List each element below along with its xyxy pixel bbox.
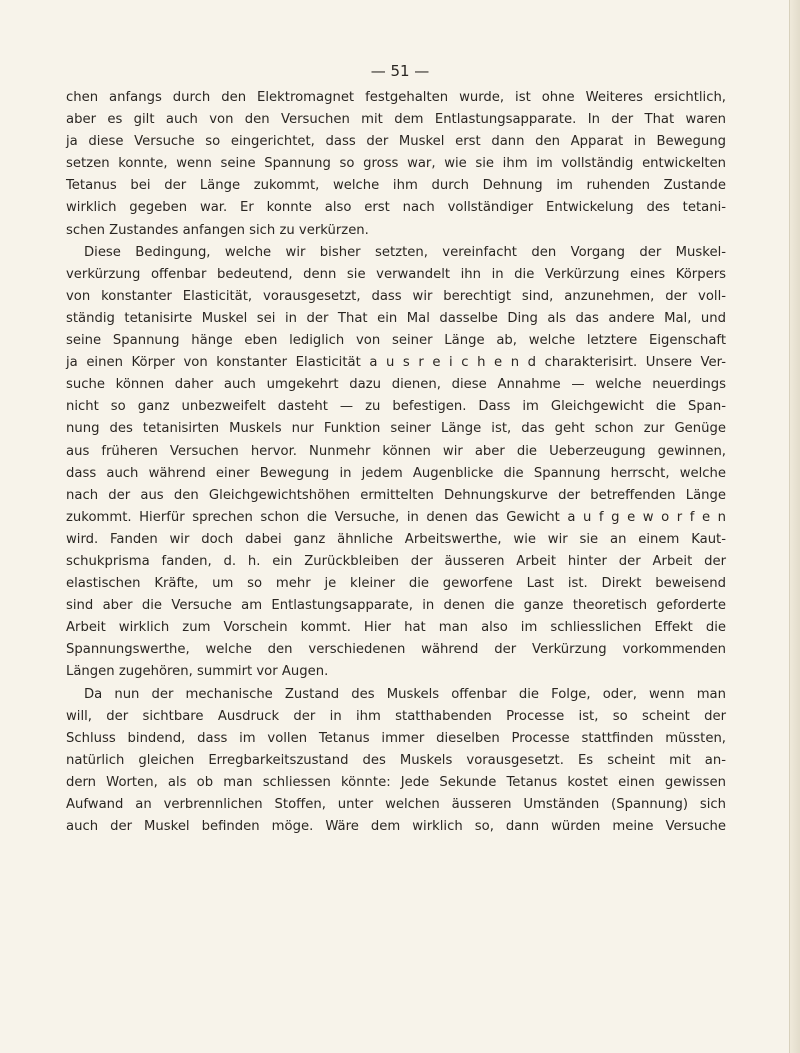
text-line: Aufwand an verbrennlichen Stoffen, unter welchen äusseren Umständen (Spannung) sich — [66, 797, 726, 812]
text-line: suche können daher auch umgekehrt dazu dienen, diese Annahme — welche neuerdings — [66, 377, 726, 393]
text-line: chen anfangs durch den Elektromagnet festgehalten wurde, ist ohne Weiteres ersichtlich, — [66, 90, 726, 105]
text-line: wirklich gegeben war. Er konnte also erst nach vollständiger Entwickelung des tetani- — [66, 200, 726, 216]
page-number: — 51 — — [370, 62, 430, 80]
text-line: schen Zustandes anfangen sich zu verkürzen. — [66, 222, 369, 238]
text-line: seine Spannung hänge eben lediglich von seiner Länge ab, welche letztere Eigenschaft — [66, 333, 726, 349]
text-line: Tetanus bei der Länge zukommt, welche ihm durch Dehnung im ruhenden Zustande — [66, 178, 726, 194]
text-line: elastischen Kräfte, um so mehr je kleiner die geworfene Last ist. Direkt beweisend — [66, 576, 726, 592]
text-line: will, der sichtbare Ausdruck der in ihm statthabenden Processe ist, so scheint der — [66, 708, 726, 724]
paragraph — [66, 242, 726, 684]
page-edge — [789, 0, 800, 1053]
text-line: schukprisma fanden, d. h. ein Zurückbleiben der äusseren Arbeit hinter der Arbeit der — [66, 553, 726, 569]
text-line: ja diese Versuche so eingerichtet, dass der Muskel erst dann den Apparat in Bewegung — [66, 134, 726, 150]
text-line: verkürzung offenbar bedeutend, denn sie verwandelt ihn in die Verkürzung eines Körpers — [66, 266, 726, 282]
text-line: ja einen Körper von konstanter Elasticität a u s r e i c h e n d charakterisirt. Unsere Ver- — [66, 355, 726, 371]
text-line: von konstanter Elasticität, vorausgesetzt, dass wir berechtigt sind, anzunehmen, der voll- — [66, 288, 726, 304]
text-line: natürlich gleichen Erregbarkeitszustand des Muskels vorausgesetzt. Es scheint mit an- — [66, 752, 726, 768]
text-line: ständig tetanisirte Muskel sei in der That ein Mal dasselbe Ding als das andere Mal, und — [66, 310, 726, 326]
text-line: sind aber die Versuche am Entlastungsapparate, in denen die ganze theoretisch geforderte — [66, 598, 726, 614]
text-line: Da nun der mechanische Zustand des Muskels offenbar die Folge, oder, wenn man — [84, 686, 726, 702]
text-line: Spannungswerthe, welche den verschiedenen während der Verkürzung vorkommenden — [66, 642, 726, 658]
text-line: Schluss bindend, dass im vollen Tetanus immer dieselben Processe stattfinden müssten, — [66, 730, 726, 746]
text-line: aus früheren Versuchen hervor. Nunmehr können wir aber die Ueberzeugung gewinnen, — [66, 443, 726, 459]
text-line: auch der Muskel befinden möge. Wäre dem wirklich so, dann würden meine Versuche — [66, 819, 726, 835]
text-line: nung des tetanisirten Muskels nur Funktion seiner Länge ist, das geht schon zur Genüge — [66, 421, 726, 437]
text-line: zukommt. Hierfür sprechen schon die Versuche, in denen das Gewicht a u f g e w o r f e n — [66, 509, 726, 525]
text-line: nach der aus den Gleichgewichtshöhen ermittelten Dehnungskurve der betreffenden Länge — [66, 487, 726, 503]
text-line: setzen konnte, wenn seine Spannung so gross war, wie sie ihm im vollständig entwickelten — [66, 156, 726, 172]
text-line: nicht so ganz unbezweifelt dasteht — zu befestigen. Dass im Gleichgewicht die Span- — [66, 399, 726, 415]
paragraph — [66, 684, 726, 839]
text-line: dern Worten, als ob man schliessen könnte: Jede Sekunde Tetanus kostet einen gewissen — [66, 774, 726, 790]
text-line: dass auch während einer Bewegung in jedem Augenblicke die Spannung herrscht, welche — [66, 465, 726, 481]
text-line: wird. Fanden wir doch dabei ganz ähnliche Arbeitswerthe, wie wir sie an einem Kaut- — [66, 531, 726, 547]
text-line: Arbeit wirklich zum Vorschein kommt. Hier hat man also im schliesslichen Effekt die — [66, 620, 726, 636]
text-line: Diese Bedingung, welche wir bisher setzten, vereinfacht den Vorgang der Muskel- — [84, 244, 726, 260]
text-line: Längen zugehören, summirt vor Augen. — [66, 664, 329, 680]
paragraph — [66, 87, 726, 242]
text-line: aber es gilt auch von den Versuchen mit dem Entlastungsapparate. In der That waren — [66, 112, 726, 128]
body-text — [66, 87, 726, 838]
